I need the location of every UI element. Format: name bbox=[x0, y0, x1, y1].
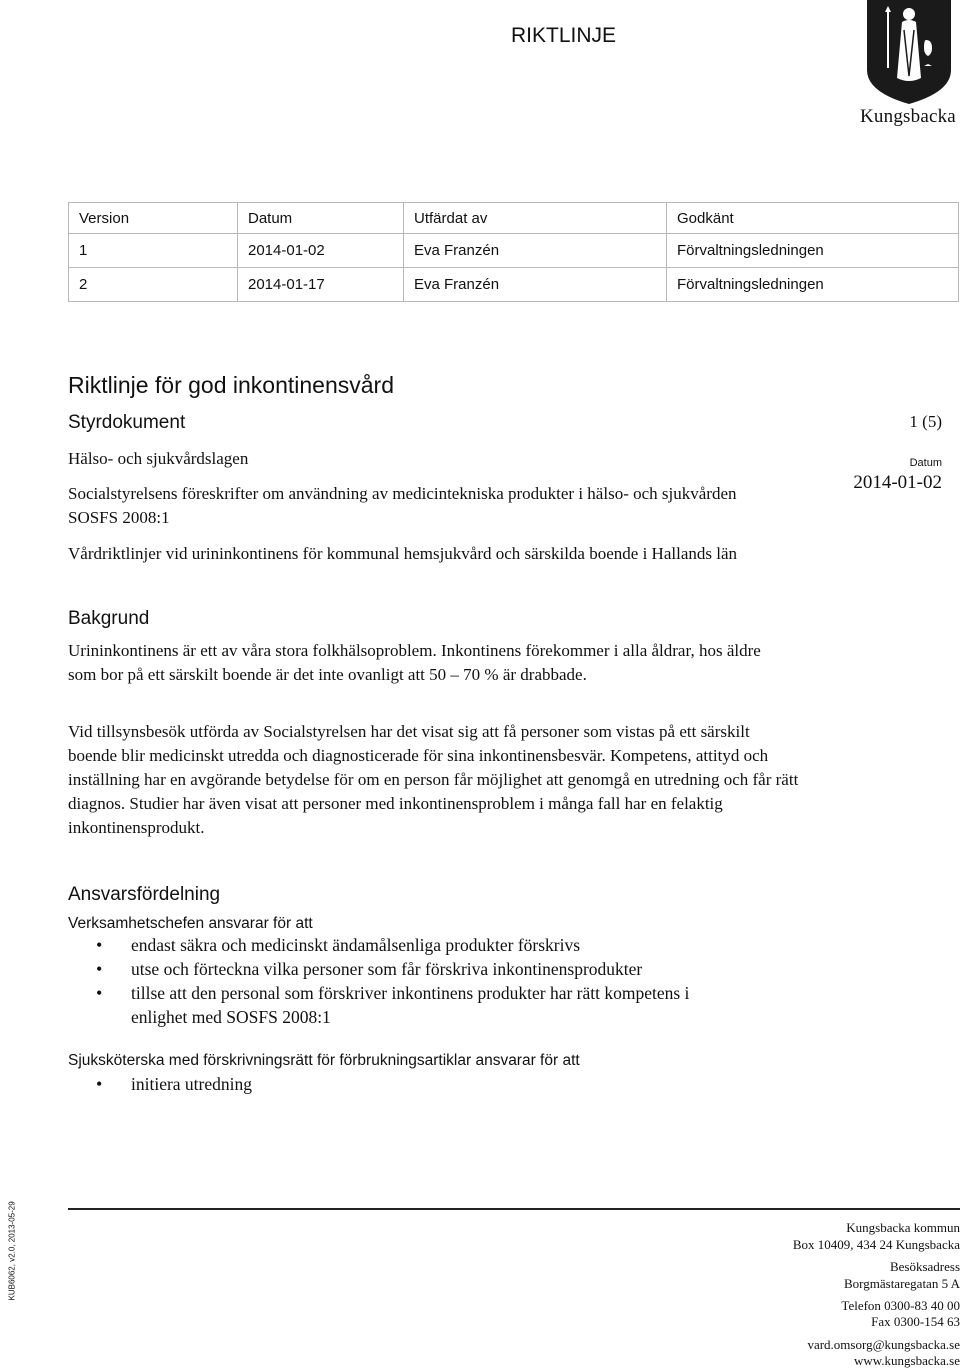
logo-wordmark: Kungsbacka bbox=[860, 106, 956, 127]
table-row bbox=[69, 268, 959, 302]
reference-item: Socialstyrelsens föreskrifter om användning av medicintekniska produkter i hälso- och sjukvården SOSFS 2008:1 bbox=[68, 484, 737, 527]
paragraph: Vid tillsynsbesök utförda av Socialstyrelsen har det visat sig att få personer som vistas på ett särskilt boende blir medicinskt utredda och diagnosticerade för sina inkontinensbesvär. Kompetens, attityd och inställning har en avgörande betydelse för om en person får möjlighet att genomgå en utredning och får rätt diagnos. Studier har även visat att personer med inkontinensproblem i många fall har en felaktig inkontinensprodukt. bbox=[68, 722, 799, 837]
table-cell: Eva Franzén bbox=[404, 234, 667, 268]
reference-item: Vårdriktlinjer vid urininkontinens för kommunal hemsjukvård och särskilda boende i Hallands län bbox=[68, 544, 737, 563]
list-item bbox=[0, 1072, 731, 1096]
document-title: Riktlinje för god inkontinensvård bbox=[68, 372, 395, 398]
table-cell: 2014-01-17 bbox=[238, 268, 404, 302]
document-type-label: RIKTLINJE bbox=[511, 24, 617, 47]
table-cell: 1 bbox=[69, 234, 238, 268]
list-item-text: utse och förteckna vilka personer som får förskriva inkontinensprodukter bbox=[131, 959, 643, 979]
responsibility-intro: Verksamhetschefen ansvarar för att bbox=[68, 915, 313, 932]
version-table bbox=[68, 202, 959, 302]
responsibility-intro: Sjuksköterska med förskrivningsrätt för förbrukningsartiklar ansvarar för att bbox=[68, 1052, 580, 1069]
date-label: Datum bbox=[909, 457, 942, 469]
list-item-text: initiera utredning bbox=[131, 1074, 253, 1094]
table-cell: Förvaltningsledningen bbox=[667, 234, 959, 268]
list-item bbox=[0, 981, 691, 1029]
responsibility-list bbox=[0, 933, 731, 1029]
table-header-cell: Godkänt bbox=[667, 203, 959, 234]
document-category: Styrdokument bbox=[68, 412, 186, 433]
responsibility-list bbox=[0, 1072, 731, 1096]
section-heading-ansvar: Ansvarsfördelning bbox=[68, 884, 221, 905]
table-header-cell: Utfärdat av bbox=[404, 203, 667, 234]
table-cell: 2 bbox=[69, 268, 238, 302]
section-heading-bakgrund: Bakgrund bbox=[68, 608, 150, 629]
footer-org: Kungsbacka kommun bbox=[846, 1220, 960, 1235]
table-header-row bbox=[69, 203, 959, 234]
table-header-cell: Datum bbox=[238, 203, 404, 234]
bullet-icon: • bbox=[96, 935, 103, 955]
paragraph: Urininkontinens är ett av våra stora folkhälsoproblem. Inkontinens förekommer i alla åldrar, hos äldre som bor på ett särskilt boende är det inte ovanligt att 50 – 70 % är drabbade. bbox=[68, 641, 761, 684]
date-value: 2014-01-02 bbox=[853, 472, 942, 493]
footer-website[interactable]: www.kungsbacka.se bbox=[853, 1353, 960, 1368]
footer-visit-address: Borgmästaregatan 5 A bbox=[843, 1276, 960, 1291]
table-header-cell: Version bbox=[69, 203, 238, 234]
list-item bbox=[0, 933, 731, 957]
coat-of-arms-icon bbox=[866, 0, 952, 104]
footer-email[interactable]: vard.omsorg@kungsbacka.se bbox=[807, 1337, 960, 1352]
list-item-text: tillse att den personal som förskriver inkontinens produkter har rätt kompetens i enlighet med SOSFS 2008:1 bbox=[131, 983, 690, 1027]
footer-phone: Telefon 0300-83 40 00 bbox=[841, 1298, 960, 1313]
table-cell: Eva Franzén bbox=[404, 268, 667, 302]
table-cell: Förvaltningsledningen bbox=[667, 268, 959, 302]
table-row bbox=[69, 234, 959, 268]
kungsbacka-logo bbox=[858, 0, 960, 132]
footer-divider bbox=[68, 1208, 960, 1210]
footer-fax: Fax 0300-154 63 bbox=[871, 1314, 960, 1329]
bullet-icon: • bbox=[96, 959, 103, 979]
list-item bbox=[0, 957, 731, 981]
table-cell: 2014-01-02 bbox=[238, 234, 404, 268]
footer-visit-label: Besöksadress bbox=[889, 1259, 960, 1274]
footer-address: Box 10409, 434 24 Kungsbacka bbox=[792, 1237, 960, 1252]
bullet-icon: • bbox=[96, 983, 103, 1003]
page-number: 1 (5) bbox=[909, 412, 942, 431]
reference-item: Hälso- och sjukvårdslagen bbox=[68, 449, 249, 468]
bullet-icon: • bbox=[96, 1074, 103, 1094]
list-item-text: endast säkra och medicinskt ändamålsenliga produkter förskrivs bbox=[131, 935, 581, 955]
form-code: KUB6062, v2.0, 2013-05-29 bbox=[7, 1201, 17, 1301]
